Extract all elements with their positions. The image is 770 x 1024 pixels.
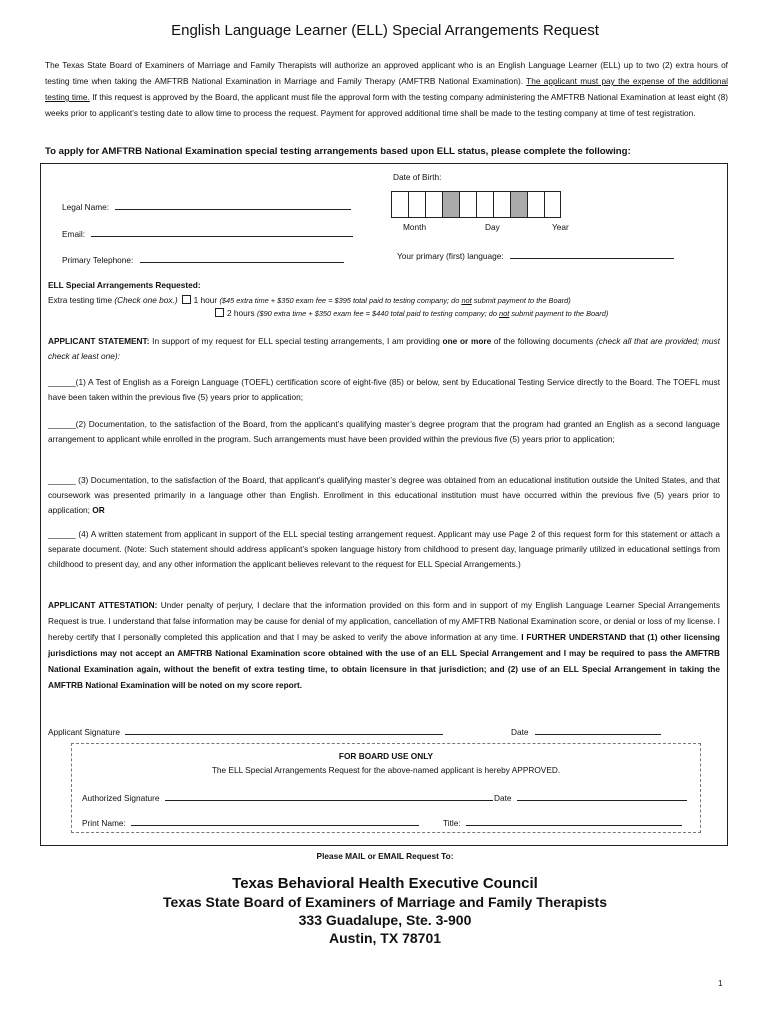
authorized-signature-label: Authorized Signature [82, 793, 160, 803]
language-row [397, 249, 674, 261]
option-2-label: 2 hours [227, 308, 255, 318]
phone-label: Primary Telephone: [62, 255, 134, 265]
legal-name-label: Legal Name: [62, 202, 110, 212]
dob-separator [510, 191, 527, 218]
authorized-signature-row [82, 791, 493, 803]
language-label: Your primary (first) language: [397, 251, 504, 261]
legal-name-row [62, 200, 351, 212]
page-number: 1 [718, 978, 723, 988]
language-field[interactable] [510, 249, 674, 259]
option-2-checkbox[interactable] [215, 308, 224, 317]
intro-underlined-text: The applicant must pay the expense of the additional testing time. [45, 76, 728, 102]
print-name-row [82, 816, 419, 828]
option-1-row [48, 295, 571, 305]
day-label: Day [485, 222, 500, 232]
board-date-label: Date [494, 793, 512, 803]
intro-text-2: If this request is approved by the Board, the applicant must file the approval form with the testing company administering the AMFTRB National Examination at least eight (8) weeks prior to applicant’s testing date to allow time to process the request. Payment for approved additional time shall be made to the testing company at time of test registration. [45, 92, 728, 118]
date-of-birth-boxes[interactable] [391, 191, 561, 218]
phone-field[interactable] [140, 253, 344, 263]
applicant-statement: APPLICANT STATEMENT: In support of my request for ELL special testing arrangements, I am providing one or more of the following documents (check all that are provided; must check at least one): [48, 336, 720, 361]
page-title: English Language Learner (ELL) Special Arrangements Request [171, 22, 599, 39]
print-name-field[interactable] [131, 816, 419, 826]
board-use-heading: FOR BOARD USE ONLY [338, 751, 434, 761]
dob-box[interactable] [476, 191, 493, 218]
dob-separator [442, 191, 459, 218]
application-box [40, 163, 728, 846]
applicant-date-field[interactable] [535, 725, 661, 735]
board-title-field[interactable] [466, 816, 682, 826]
arrangements-heading: ELL Special Arrangements Requested: [48, 280, 201, 290]
dob-box[interactable] [425, 191, 442, 218]
option-1-note: ($45 extra time + $350 exam fee = $395 total paid to testing company; do not submit payment to the Board) [219, 296, 571, 305]
option-2-row [211, 308, 608, 318]
phone-row [62, 253, 344, 265]
dob-box[interactable] [391, 191, 408, 218]
board-date-row [494, 791, 687, 803]
board-date-field[interactable] [517, 791, 687, 801]
statement-item-1: ______(1) A Test of English as a Foreign Language (TOEFL) certification score of eight-five (85) or below, sent by Educational Testing Service directly to the Board. The TOEFL must have been taken within the previous five (5) years prior to application; [48, 377, 720, 402]
applicant-date-row [511, 725, 661, 737]
email-field[interactable] [91, 227, 353, 237]
legal-name-field[interactable] [115, 200, 351, 210]
or-label: OR [92, 505, 105, 515]
dob-box[interactable] [459, 191, 476, 218]
intro-paragraph [45, 57, 728, 121]
year-label: Year [552, 222, 569, 232]
address-line-1: Texas Behavioral Health Executive Council [232, 875, 538, 892]
intro-text-1: The Texas State Board of Examiners of Marriage and Family Therapists will authorize an approved applicant who is an English Language Learner (ELL) up to two (2) extra hours of testing time when taking the AMFTRB National Examination in Marriage and Family Therapy (AMFTRB National Examination). [45, 60, 728, 86]
option-2-note: ($90 extra time + $350 exam fee = $440 total paid to testing company; do not submit payment to the Board) [257, 309, 609, 318]
apply-heading: To apply for AMFTRB National Examination special testing arrangements based upon ELL status, please complete the following: [45, 146, 631, 157]
extra-time-label: Extra testing time [48, 295, 115, 305]
dob-box[interactable] [493, 191, 510, 218]
dob-box[interactable] [408, 191, 425, 218]
board-use-section [71, 743, 701, 833]
address-line-2: Texas State Board of Examiners of Marriage and Family Therapists [163, 894, 607, 910]
dob-box[interactable] [527, 191, 544, 218]
statement-item-3: ______ (3) Documentation, to the satisfaction of the Board, that applicant’s qualifying master’s degree was obtained from an educational institution outside the United States, and that coursework was presented primarily in a language other than English. Enrollment in this educational institution must have occurred within the previous five (5) years prior to application; OR [48, 475, 720, 515]
applicant-signature-field[interactable] [125, 725, 443, 735]
applicant-date-label: Date [511, 727, 529, 737]
board-title-row [443, 816, 682, 828]
option-1-label: 1 hour [193, 295, 218, 305]
print-name-label: Print Name: [82, 818, 126, 828]
address-line-3: 333 Guadalupe, Ste. 3-900 [298, 912, 472, 928]
address-line-4: Austin, TX 78701 [328, 930, 442, 946]
email-label: Email: [62, 229, 86, 239]
approved-text: The ELL Special Arrangements Request for the above-named applicant is hereby APPROVED. [211, 765, 561, 775]
authorized-signature-field[interactable] [165, 791, 493, 801]
statement-item-2: ______(2) Documentation, to the satisfaction of the Board, from the applicant’s qualifying master’s degree program that the program had granted an English as a second language arrangement to applicant while enrolled in the program. Such arrangements must have been provided within the previous five (5) years prior to application; [48, 419, 720, 444]
month-label: Month [403, 222, 427, 232]
statement-item-4: ______ (4) A written statement from applicant in support of the ELL special testing arrangement request. Applicant may use Page 2 of this request form for this statement or attach a separate document. (Note: Such statement should address applicant’s spoken language history from childhood to present day, language primarily utilized in educational settings from childhood to present day, and any other information the applicant believes relevant to the request for ELL Special Arrangements.) [48, 529, 720, 569]
dob-box[interactable] [544, 191, 561, 218]
board-title-label: Title: [443, 818, 461, 828]
email-row [62, 227, 353, 239]
applicant-signature-label: Applicant Signature [48, 727, 120, 737]
dob-label: Date of Birth: [393, 172, 442, 182]
check-one-note: (Check one box.) [114, 295, 178, 305]
applicant-attestation: APPLICANT ATTESTATION: Under penalty of perjury, I declare that the information provided on this form and in support of my English Language Learner Special Arrangements Request is true. I understand that false information may be cause for denial of my application, cancellation of my AMFTRB National Examination score, or denial or loss of my license. I hereby certify that I personally completed this application and that I may be asked to verify the above information at any time. I FURTHER UNDERSTAND that (1) other licensing jurisdictions may not accept an AMFTRB National Examination score obtained with the use of an ELL Special Arrangement and I may be required to pass the AMFTRB National Examination again, without the benefit of extra testing time, to obtain licensure in that jurisdiction; and (2) use of an ELL Special Arrangement in taking the AMFTRB National Examination will be noted on my score report. [48, 600, 721, 690]
mail-instructions: Please MAIL or EMAIL Request To: [316, 851, 454, 861]
option-1-checkbox[interactable] [182, 295, 191, 304]
applicant-signature-row [48, 725, 443, 737]
